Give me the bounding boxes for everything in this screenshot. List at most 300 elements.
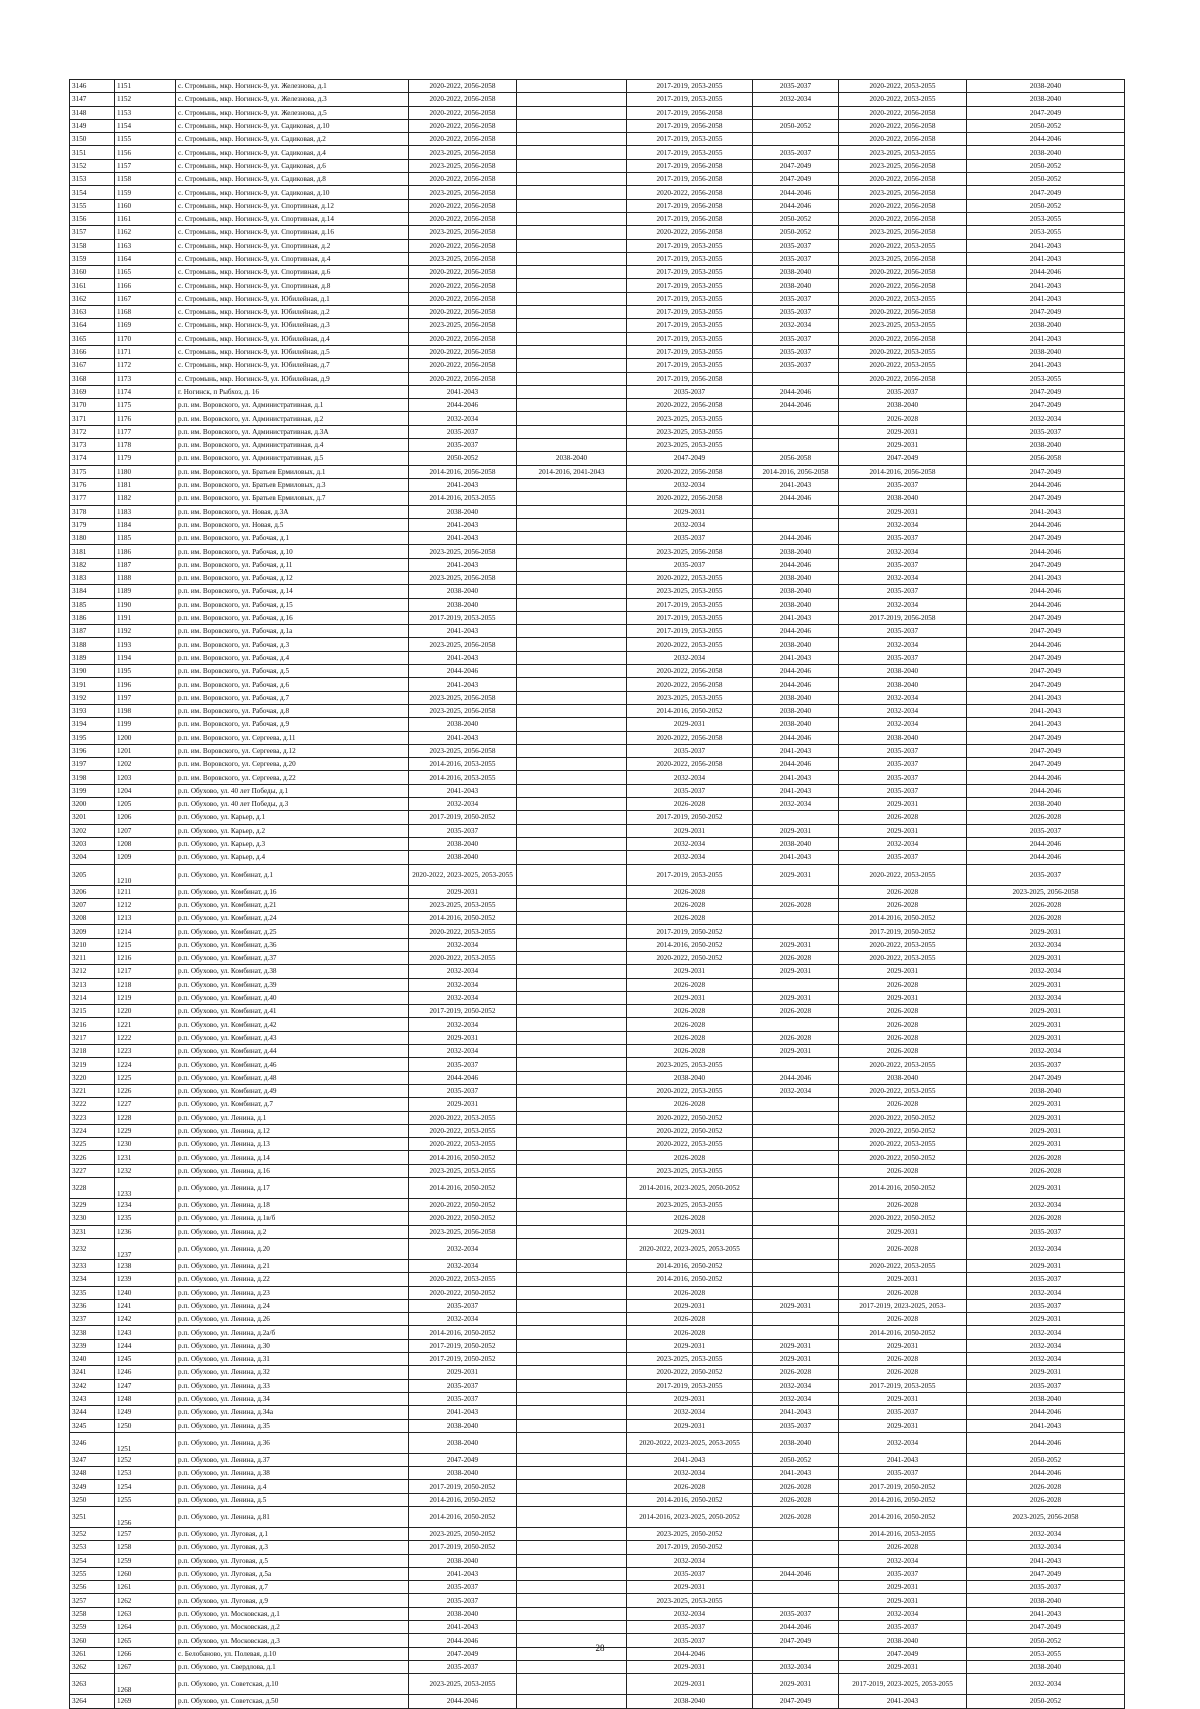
cell-period-2 (517, 319, 627, 332)
cell-period-2 (517, 665, 627, 678)
cell-period-1: 2038-2040 (409, 718, 517, 731)
cell-object-id: 1250 (115, 1419, 176, 1432)
cell-row-number: 3191 (70, 678, 115, 691)
cell-period-3: 2032-2034 (627, 1467, 753, 1480)
cell-period-5: 2032-2034 (839, 837, 967, 850)
cell-object-id: 1191 (115, 611, 176, 624)
cell-period-4 (753, 1313, 839, 1326)
cell-row-number: 3224 (70, 1124, 115, 1137)
cell-period-5: 2026-2028 (839, 1286, 967, 1299)
cell-address: р.п. Обухово, ул. Ленина, д.12 (176, 1124, 409, 1137)
cell-period-4: 2041-2043 (753, 651, 839, 664)
table-row (70, 912, 1125, 925)
cell-address: р.п. Обухово, ул. Комбинат, д.25 (176, 925, 409, 938)
cell-period-4: 2035-2037 (753, 1607, 839, 1620)
cell-address: р.п. им. Воровского, ул. Братьев Ермиловых, д.3 (176, 478, 409, 491)
cell-period-4: 2026-2028 (753, 1366, 839, 1379)
cell-period-1: 2020-2022, 2056-2058 (409, 279, 517, 292)
cell-period-3: 2035-2037 (627, 784, 753, 797)
cell-period-5: 2026-2028 (839, 978, 967, 991)
cell-row-number: 3167 (70, 359, 115, 372)
cell-period-1: 2032-2034 (409, 1238, 517, 1259)
cell-row-number: 3193 (70, 704, 115, 717)
cell-period-5: 2032-2034 (839, 691, 967, 704)
cell-address: р.п. Обухово, ул. Карьер, д.4 (176, 851, 409, 864)
cell-address: р.п. Обухово, ул. Ленина, д.14 (176, 1151, 409, 1164)
cell-object-id: 1262 (115, 1594, 176, 1607)
cell-period-6: 2038-2040 (967, 1660, 1125, 1673)
page-number: 28 (595, 1643, 605, 1653)
cell-period-3: 2017-2019, 2053-2055 (627, 1379, 753, 1392)
cell-address: р.п. Обухово, ул. Ленина, д.81 (176, 1506, 409, 1527)
table-row (70, 558, 1125, 571)
cell-period-6: 2044-2046 (967, 266, 1125, 279)
cell-period-1: 2020-2022, 2056-2058 (409, 80, 517, 93)
cell-period-4 (753, 1238, 839, 1259)
cell-period-1: 2035-2037 (409, 1581, 517, 1594)
cell-period-1: 2014-2016, 2050-2052 (409, 1326, 517, 1339)
cell-period-1: 2029-2031 (409, 1031, 517, 1044)
cell-period-6: 2047-2049 (967, 678, 1125, 691)
table-row (70, 439, 1125, 452)
table-row (70, 505, 1125, 518)
cell-period-6: 2029-2031 (967, 1098, 1125, 1111)
cell-period-3: 2017-2019, 2053-2055 (627, 319, 753, 332)
table-row (70, 465, 1125, 478)
cell-object-id: 1155 (115, 133, 176, 146)
cell-period-6: 2044-2046 (967, 837, 1125, 850)
cell-period-1: 2014-2016, 2050-2052 (409, 1178, 517, 1199)
cell-row-number: 3216 (70, 1018, 115, 1031)
cell-address: р.п. им. Воровского, ул. Рабочая, д.1 (176, 532, 409, 545)
cell-address: р.п. Обухово, ул. Луговая, д.5а (176, 1567, 409, 1580)
cell-period-4: 2050-2052 (753, 212, 839, 225)
cell-period-1: 2029-2031 (409, 885, 517, 898)
table-row (70, 412, 1125, 425)
cell-period-2 (517, 898, 627, 911)
cell-period-6: 2038-2040 (967, 345, 1125, 358)
cell-row-number: 3262 (70, 1660, 115, 1673)
cell-object-id: 1264 (115, 1621, 176, 1634)
cell-period-6: 2044-2046 (967, 1467, 1125, 1480)
cell-period-5: 2026-2028 (839, 1313, 967, 1326)
cell-address: с. Белобаново, ул. Полевая, д.10 (176, 1647, 409, 1660)
cell-period-2 (517, 1366, 627, 1379)
cell-period-3: 2014-2016, 2023-2025, 2050-2052 (627, 1178, 753, 1199)
cell-period-6: 2044-2046 (967, 518, 1125, 531)
cell-period-4: 2026-2028 (753, 898, 839, 911)
cell-address: р.п. Обухово, ул. Ленина, д.35 (176, 1419, 409, 1432)
cell-row-number: 3233 (70, 1259, 115, 1272)
cell-period-6: 2041-2043 (967, 704, 1125, 717)
cell-period-2 (517, 965, 627, 978)
cell-period-3: 2020-2022, 2023-2025, 2053-2055 (627, 1432, 753, 1453)
cell-period-2 (517, 1419, 627, 1432)
cell-period-4: 2038-2040 (753, 545, 839, 558)
cell-period-3: 2029-2031 (627, 718, 753, 731)
cell-period-6: 2032-2034 (967, 412, 1125, 425)
cell-period-4 (753, 372, 839, 385)
cell-period-4: 2044-2046 (753, 1621, 839, 1634)
cell-row-number: 3148 (70, 106, 115, 119)
cell-period-1: 2014-2016, 2050-2052 (409, 1493, 517, 1506)
table-row (70, 1273, 1125, 1286)
cell-period-5: 2035-2037 (839, 744, 967, 757)
table-row (70, 372, 1125, 385)
table-row (70, 1674, 1125, 1695)
table-row (70, 771, 1125, 784)
cell-period-1: 2038-2040 (409, 837, 517, 850)
cell-address: р.п. Обухово, ул. Ленина, д.32 (176, 1366, 409, 1379)
table-row (70, 1392, 1125, 1405)
cell-object-id: 1232 (115, 1164, 176, 1177)
cell-period-1: 2038-2040 (409, 1467, 517, 1480)
cell-row-number: 3201 (70, 811, 115, 824)
cell-address: р.п. Обухово, ул. Ленина, д.1 (176, 1111, 409, 1124)
cell-address: с. Стромынь, мкр. Ногинск-9, ул. Юбилейная, д.3 (176, 319, 409, 332)
cell-address: р.п. Обухово, ул. Советская, д.50 (176, 1695, 409, 1708)
cell-period-4: 2038-2040 (753, 598, 839, 611)
cell-object-id: 1165 (115, 266, 176, 279)
cell-object-id: 1171 (115, 345, 176, 358)
table-row (70, 1326, 1125, 1339)
cell-period-3: 2026-2028 (627, 1031, 753, 1044)
cell-address: р.п. Обухово, ул. Комбинат, д.42 (176, 1018, 409, 1031)
cell-object-id: 1217 (115, 965, 176, 978)
table-row (70, 106, 1125, 119)
table-row (70, 864, 1125, 885)
cell-period-5: 2020-2022, 2056-2058 (839, 372, 967, 385)
cell-row-number: 3206 (70, 885, 115, 898)
cell-row-number: 3263 (70, 1674, 115, 1695)
cell-row-number: 3234 (70, 1273, 115, 1286)
cell-address: р.п. им. Воровского, ул. Новая, д.5 (176, 518, 409, 531)
table-row (70, 1506, 1125, 1527)
cell-period-6: 2023-2025, 2056-2058 (967, 885, 1125, 898)
cell-row-number: 3205 (70, 864, 115, 885)
cell-period-4: 2041-2043 (753, 771, 839, 784)
table-row (70, 625, 1125, 638)
cell-period-3: 2023-2025, 2053-2055 (627, 1353, 753, 1366)
cell-period-2 (517, 1273, 627, 1286)
cell-period-5: 2020-2022, 2053-2055 (839, 952, 967, 965)
cell-address: р.п. Обухово, ул. Комбинат, д.1 (176, 864, 409, 885)
table-row (70, 1467, 1125, 1480)
cell-period-1: 2038-2040 (409, 598, 517, 611)
cell-address: р.п. Обухово, ул. Ленина, д.2а/б (176, 1326, 409, 1339)
cell-period-4: 2035-2037 (753, 252, 839, 265)
cell-object-id: 1158 (115, 173, 176, 186)
cell-period-1: 2035-2037 (409, 824, 517, 837)
cell-period-5: 2020-2022, 2053-2055 (839, 292, 967, 305)
cell-period-4: 2038-2040 (753, 266, 839, 279)
cell-period-1: 2020-2022, 2056-2058 (409, 359, 517, 372)
cell-period-6: 2029-2031 (967, 1138, 1125, 1151)
cell-period-2 (517, 439, 627, 452)
cell-period-5: 2023-2025, 2056-2058 (839, 159, 967, 172)
cell-period-1: 2017-2019, 2050-2052 (409, 1353, 517, 1366)
cell-object-id: 1194 (115, 651, 176, 664)
cell-row-number: 3177 (70, 492, 115, 505)
cell-period-5: 2020-2022, 2056-2058 (839, 133, 967, 146)
cell-period-5: 2020-2022, 2056-2058 (839, 199, 967, 212)
cell-period-2 (517, 1594, 627, 1607)
cell-row-number: 3259 (70, 1621, 115, 1634)
cell-period-2 (517, 691, 627, 704)
cell-address: р.п. им. Воровского, ул. Рабочая, д.7 (176, 691, 409, 704)
cell-period-3: 2020-2022, 2053-2055 (627, 1138, 753, 1151)
cell-period-4: 2041-2043 (753, 744, 839, 757)
cell-period-6: 2041-2043 (967, 239, 1125, 252)
cell-period-1: 2032-2034 (409, 965, 517, 978)
cell-period-4: 2026-2028 (753, 1506, 839, 1527)
cell-period-5: 2035-2037 (839, 625, 967, 638)
cell-period-1: 2020-2022, 2053-2055 (409, 1111, 517, 1124)
cell-period-1: 2023-2025, 2056-2058 (409, 226, 517, 239)
cell-period-6: 2050-2052 (967, 119, 1125, 132)
cell-object-id: 1211 (115, 885, 176, 898)
cell-object-id: 1161 (115, 212, 176, 225)
cell-row-number: 3154 (70, 186, 115, 199)
cell-address: с. Стромынь, мкр. Ногинск-9, ул. Спортивная, д.14 (176, 212, 409, 225)
table-row (70, 212, 1125, 225)
cell-row-number: 3176 (70, 478, 115, 491)
table-row (70, 1339, 1125, 1352)
cell-object-id: 1186 (115, 545, 176, 558)
cell-row-number: 3146 (70, 80, 115, 93)
cell-period-3: 2026-2028 (627, 1005, 753, 1018)
cell-period-1: 2020-2022, 2056-2058 (409, 292, 517, 305)
table-row (70, 811, 1125, 824)
cell-period-1: 2032-2034 (409, 412, 517, 425)
cell-period-4: 2029-2031 (753, 991, 839, 1004)
cell-period-2 (517, 306, 627, 319)
cell-period-6: 2029-2031 (967, 1178, 1125, 1199)
cell-object-id: 1214 (115, 925, 176, 938)
cell-row-number: 3213 (70, 978, 115, 991)
table-row (70, 798, 1125, 811)
cell-period-4 (753, 1199, 839, 1212)
cell-period-1: 2044-2046 (409, 1071, 517, 1084)
cell-period-1: 2035-2037 (409, 1594, 517, 1607)
table-row (70, 1493, 1125, 1506)
cell-object-id: 1257 (115, 1527, 176, 1540)
cell-address: с. Стромынь, мкр. Ногинск-9, ул. Юбилейная, д.7 (176, 359, 409, 372)
table-row (70, 1005, 1125, 1018)
cell-period-5: 2023-2025, 2053-2055 (839, 319, 967, 332)
cell-row-number: 3178 (70, 505, 115, 518)
cell-period-4: 2044-2046 (753, 385, 839, 398)
cell-object-id: 1188 (115, 571, 176, 584)
cell-row-number: 3179 (70, 518, 115, 531)
cell-period-2 (517, 266, 627, 279)
cell-period-6: 2044-2046 (967, 598, 1125, 611)
cell-object-id: 1210 (115, 864, 176, 885)
cell-row-number: 3260 (70, 1634, 115, 1647)
cell-period-6: 2035-2037 (967, 864, 1125, 885)
table-row (70, 824, 1125, 837)
cell-address: с. Стромынь, мкр. Ногинск-9, ул. Спортивная, д.16 (176, 226, 409, 239)
cell-row-number: 3149 (70, 119, 115, 132)
cell-period-4: 2032-2034 (753, 1660, 839, 1673)
cell-period-3: 2026-2028 (627, 1480, 753, 1493)
register-table-sheet (69, 79, 1124, 1709)
cell-period-4: 2038-2040 (753, 691, 839, 704)
cell-object-id: 1206 (115, 811, 176, 824)
cell-row-number: 3242 (70, 1379, 115, 1392)
cell-period-2 (517, 1453, 627, 1466)
cell-object-id: 1265 (115, 1634, 176, 1647)
cell-period-2 (517, 1339, 627, 1352)
cell-period-5: 2035-2037 (839, 532, 967, 545)
cell-period-3: 2047-2049 (627, 452, 753, 465)
cell-object-id: 1256 (115, 1506, 176, 1527)
table-row (70, 678, 1125, 691)
cell-period-4: 2029-2031 (753, 1045, 839, 1058)
cell-object-id: 1192 (115, 625, 176, 638)
cell-period-3: 2026-2028 (627, 1313, 753, 1326)
cell-object-id: 1181 (115, 478, 176, 491)
cell-period-5: 2020-2022, 2053-2055 (839, 359, 967, 372)
cell-address: с. Стромынь, мкр. Ногинск-9, ул. Юбилейная, д.4 (176, 332, 409, 345)
cell-row-number: 3155 (70, 199, 115, 212)
cell-period-5: 2029-2031 (839, 991, 967, 1004)
table-row (70, 1138, 1125, 1151)
cell-period-6: 2038-2040 (967, 1594, 1125, 1607)
table-row (70, 93, 1125, 106)
cell-period-1: 2020-2022, 2056-2058 (409, 239, 517, 252)
cell-period-3: 2023-2025, 2053-2055 (627, 1199, 753, 1212)
table-row (70, 1111, 1125, 1124)
cell-row-number: 3223 (70, 1111, 115, 1124)
cell-row-number: 3244 (70, 1406, 115, 1419)
cell-period-4: 2035-2037 (753, 292, 839, 305)
cell-period-3: 2017-2019, 2053-2055 (627, 239, 753, 252)
cell-address: с. Стромынь, мкр. Ногинск-9, ул. Садиковая, д.10 (176, 186, 409, 199)
cell-period-5: 2032-2034 (839, 718, 967, 731)
cell-period-4: 2032-2034 (753, 798, 839, 811)
cell-period-5: 2026-2028 (839, 1031, 967, 1044)
table-body (70, 80, 1125, 1709)
cell-address: р.п. им. Воровского, ул. Административная, д.3А (176, 425, 409, 438)
cell-period-6: 2044-2046 (967, 585, 1125, 598)
cell-period-2 (517, 425, 627, 438)
cell-address: с. Стромынь, мкр. Ногинск-9, ул. Садиковая, д.6 (176, 159, 409, 172)
cell-object-id: 1220 (115, 1005, 176, 1018)
cell-period-3: 2026-2028 (627, 885, 753, 898)
cell-period-5: 2026-2028 (839, 811, 967, 824)
cell-period-1: 2032-2034 (409, 1045, 517, 1058)
cell-address: с. Стромынь, мкр. Ногинск-9, ул. Юбилейная, д.1 (176, 292, 409, 305)
cell-address: р.п. Обухово, ул. Свердлова, д.1 (176, 1660, 409, 1673)
cell-object-id: 1163 (115, 239, 176, 252)
cell-period-2 (517, 385, 627, 398)
cell-period-3: 2017-2019, 2053-2055 (627, 598, 753, 611)
cell-period-2 (517, 824, 627, 837)
cell-object-id: 1151 (115, 80, 176, 93)
cell-period-1: 2050-2052 (409, 452, 517, 465)
cell-period-6: 2041-2043 (967, 571, 1125, 584)
table-row (70, 718, 1125, 731)
cell-period-4 (753, 1225, 839, 1238)
cell-period-2 (517, 952, 627, 965)
cell-period-6: 2053-2055 (967, 212, 1125, 225)
cell-address: с. Стромынь, мкр. Ногинск-9, ул. Садиковая, д.8 (176, 173, 409, 186)
cell-period-3: 2029-2031 (627, 1581, 753, 1594)
cell-period-6: 2038-2040 (967, 798, 1125, 811)
cell-period-5: 2026-2028 (839, 898, 967, 911)
cell-period-1: 2017-2019, 2050-2052 (409, 811, 517, 824)
cell-address: р.п. им. Воровского, ул. Рабочая, д.15 (176, 598, 409, 611)
cell-period-5: 2032-2034 (839, 545, 967, 558)
cell-address: р.п. им. Воровского, ул. Рабочая, д.4 (176, 651, 409, 664)
cell-period-2 (517, 912, 627, 925)
cell-period-1: 2020-2022, 2053-2055 (409, 952, 517, 965)
cell-row-number: 3215 (70, 1005, 115, 1018)
cell-address: р.п. им. Воровского, ул. Рабочая, д.8 (176, 704, 409, 717)
cell-period-3: 2026-2028 (627, 1286, 753, 1299)
cell-period-5: 2035-2037 (839, 771, 967, 784)
cell-period-6: 2026-2028 (967, 1164, 1125, 1177)
cell-period-3: 2017-2019, 2053-2055 (627, 133, 753, 146)
cell-row-number: 3157 (70, 226, 115, 239)
cell-object-id: 1219 (115, 991, 176, 1004)
cell-period-3: 2029-2031 (627, 1225, 753, 1238)
cell-period-1: 2041-2043 (409, 1567, 517, 1580)
cell-period-4: 2044-2046 (753, 558, 839, 571)
cell-period-3: 2026-2028 (627, 1326, 753, 1339)
table-row (70, 1660, 1125, 1673)
cell-period-1: 2020-2022, 2053-2055 (409, 1124, 517, 1137)
table-row (70, 1419, 1125, 1432)
cell-period-5: 2026-2028 (839, 1366, 967, 1379)
cell-period-1: 2038-2040 (409, 1607, 517, 1620)
cell-period-2 (517, 571, 627, 584)
cell-period-6: 2032-2034 (967, 1353, 1125, 1366)
cell-period-1: 2038-2040 (409, 585, 517, 598)
cell-period-5: 2029-2031 (839, 1225, 967, 1238)
cell-period-2 (517, 651, 627, 664)
table-row (70, 345, 1125, 358)
table-row (70, 186, 1125, 199)
cell-address: р.п. им. Воровского, ул. Административная, д.4 (176, 439, 409, 452)
cell-row-number: 3198 (70, 771, 115, 784)
cell-period-5: 2035-2037 (839, 585, 967, 598)
cell-period-1: 2023-2025, 2056-2058 (409, 704, 517, 717)
cell-period-3: 2017-2019, 2050-2052 (627, 1541, 753, 1554)
cell-period-3: 2035-2037 (627, 1621, 753, 1634)
cell-address: р.п. им. Воровского, ул. Братьев Ермиловых, д.7 (176, 492, 409, 505)
cell-period-4 (753, 978, 839, 991)
cell-period-3: 2017-2019, 2053-2055 (627, 864, 753, 885)
cell-row-number: 3236 (70, 1299, 115, 1312)
cell-period-1: 2020-2022, 2056-2058 (409, 133, 517, 146)
cell-object-id: 1157 (115, 159, 176, 172)
cell-period-3: 2026-2028 (627, 1045, 753, 1058)
cell-period-4: 2050-2052 (753, 1453, 839, 1466)
cell-period-3: 2017-2019, 2053-2055 (627, 146, 753, 159)
cell-period-5: 2035-2037 (839, 1621, 967, 1634)
cell-period-1: 2014-2016, 2050-2052 (409, 1151, 517, 1164)
cell-address: р.п. Обухово, ул. Луговая, д.9 (176, 1594, 409, 1607)
cell-period-3: 2023-2025, 2056-2058 (627, 545, 753, 558)
cell-period-4 (753, 1273, 839, 1286)
cell-object-id: 1252 (115, 1453, 176, 1466)
cell-period-3: 2023-2025, 2053-2055 (627, 439, 753, 452)
cell-period-2 (517, 159, 627, 172)
cell-period-2 (517, 1506, 627, 1527)
cell-period-5: 2029-2031 (839, 505, 967, 518)
